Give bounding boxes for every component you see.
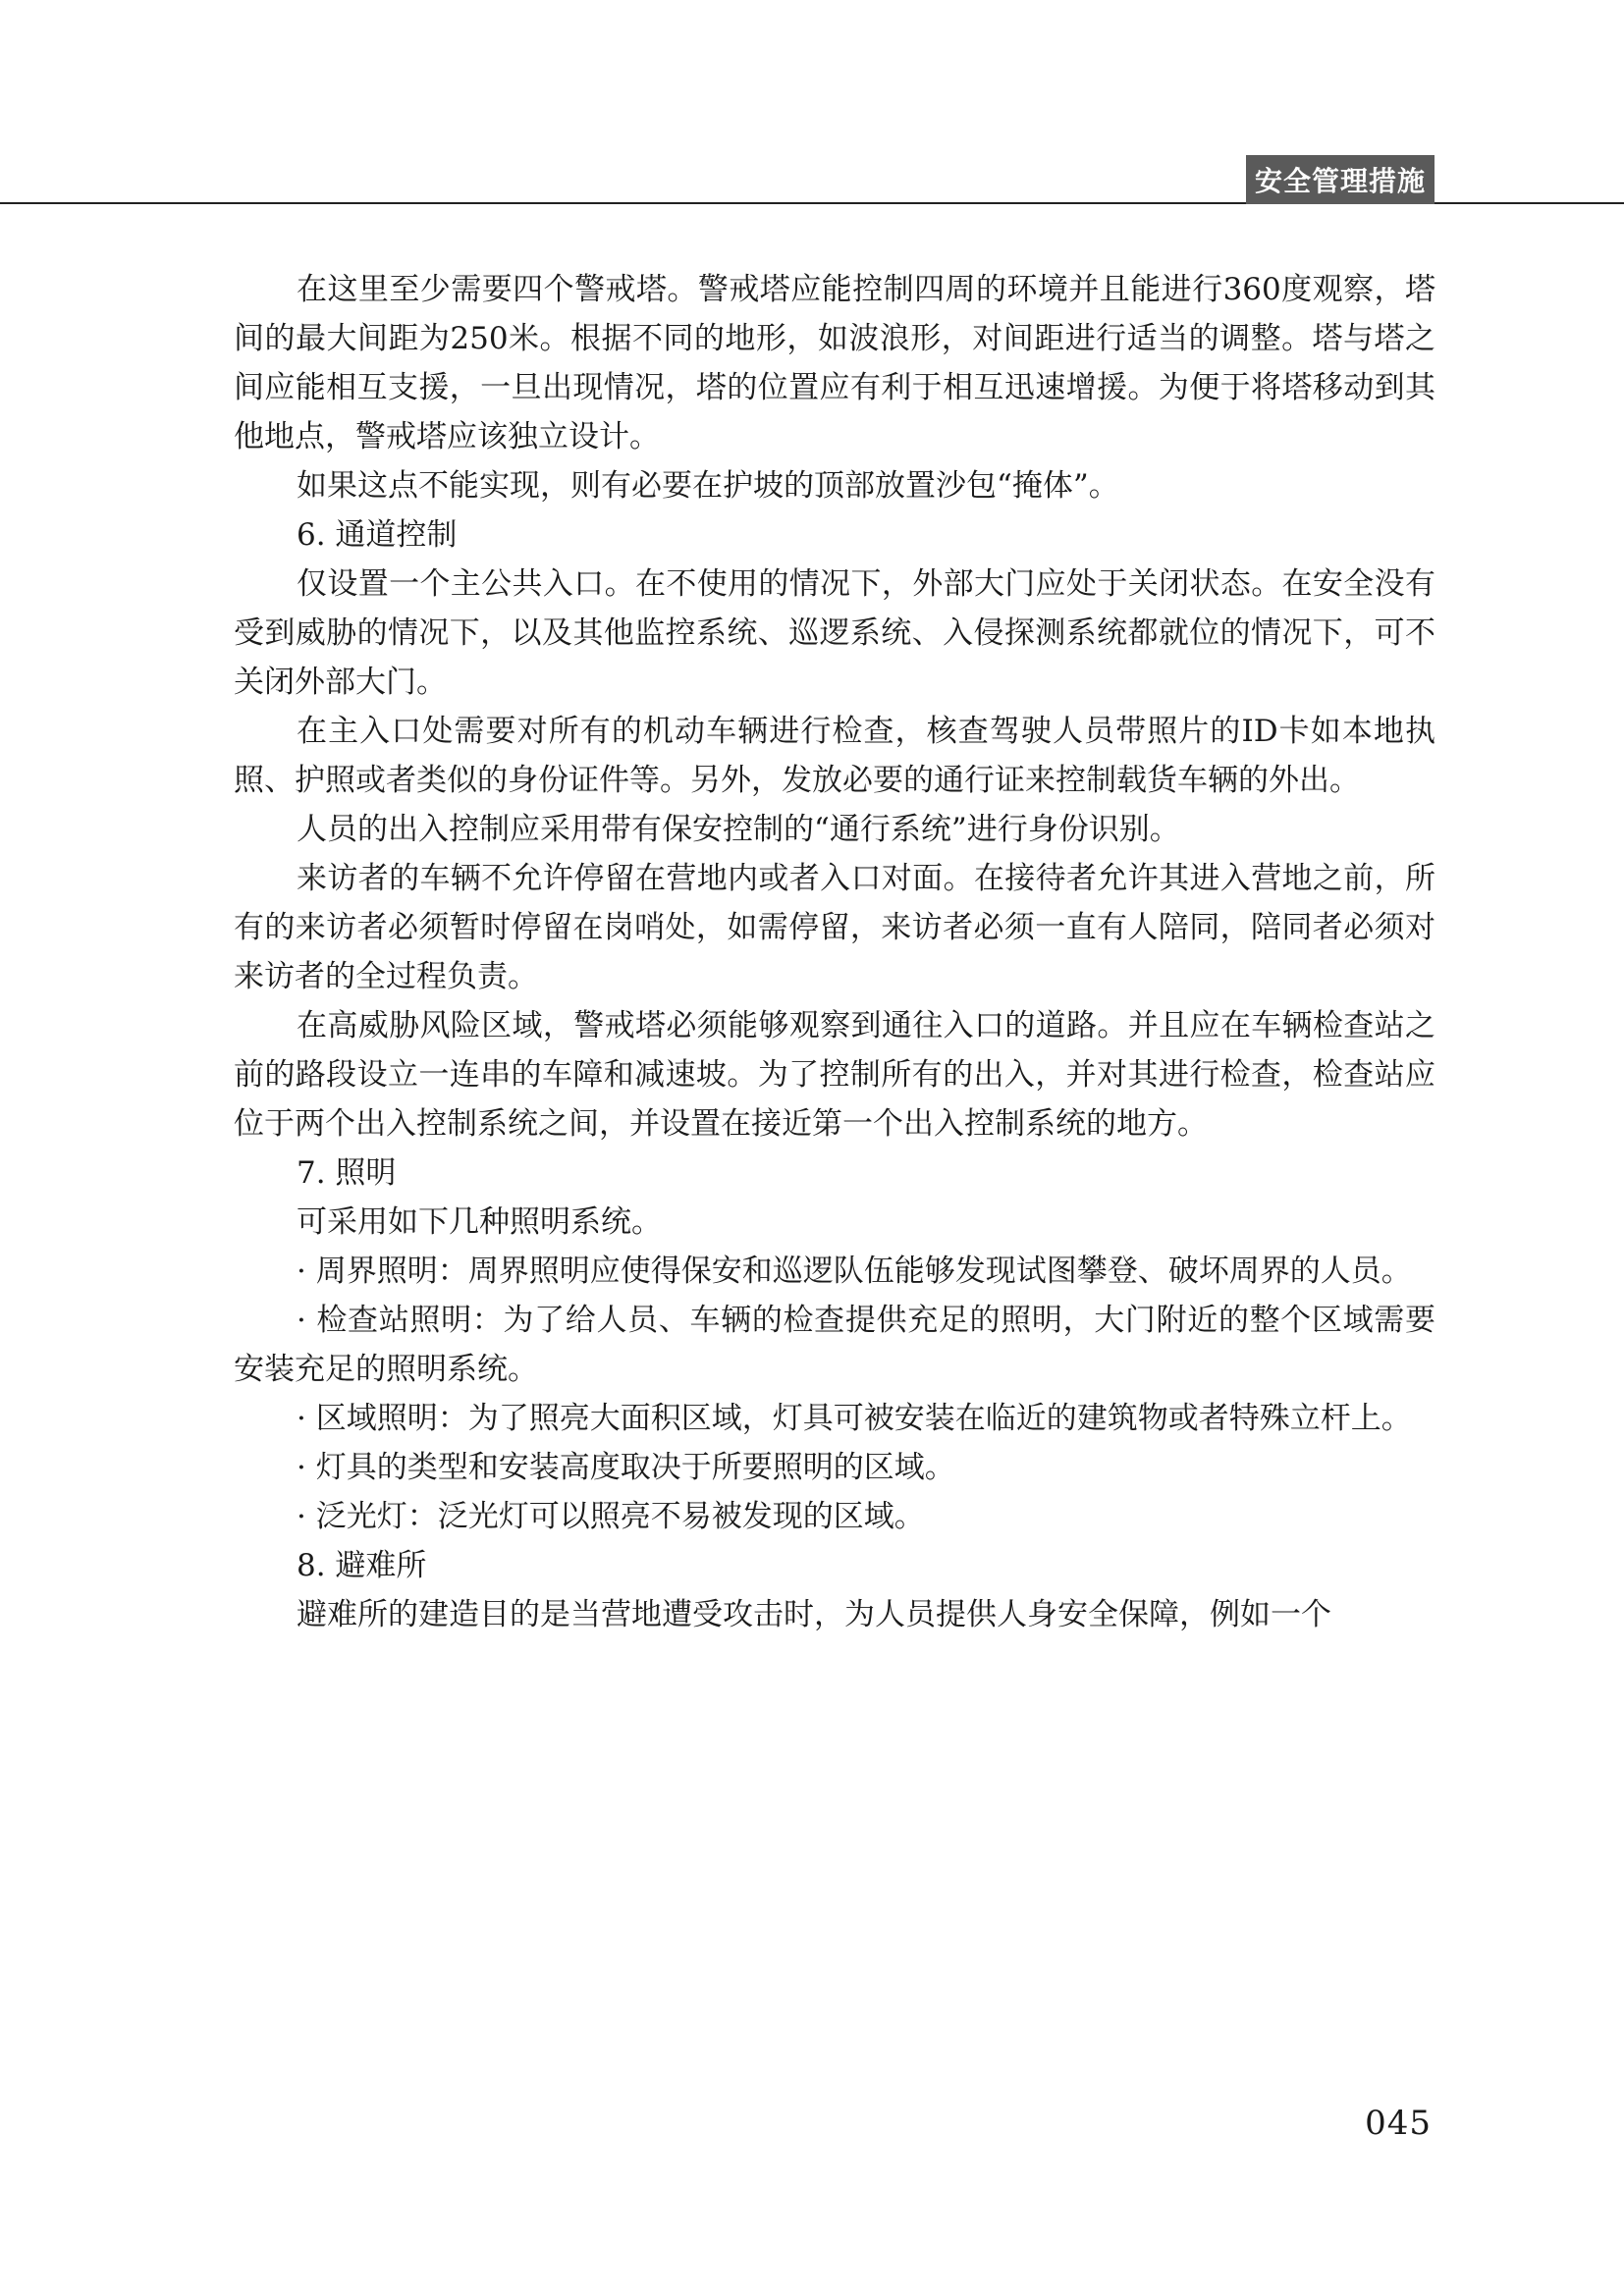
paragraph-personnel-access: 人员的出入控制应采用带有保安控制的“通行系统”进行身份识别。 [297, 812, 1180, 847]
bullet-area-lighting: · 区域照明：为了照亮大面积区域，灯具可被安装在临近的建筑物或者特殊立杆上。 [297, 1401, 1412, 1436]
bullet-checkpoint-lighting: · 检查站照明：为了给人员、车辆的检查提供充足的照明，大门附近的整个区域需要安装充足的照明系统。 [234, 1303, 1435, 1387]
heading-access-control: 6. 通道控制 [297, 517, 458, 553]
section-title-tab: 安全管理措施 [1246, 155, 1435, 204]
paragraph-main-entrance: 仅设置一个主公共入口。在不使用的情况下，外部大门应处于关闭状态。在安全没有受到威胁的情况下，以及其他监控系统、巡逻系统、入侵探测系统都就位的情况下，可不关闭外部大门。 [234, 566, 1435, 700]
paragraph-high-threat-area: 在高威胁风险区域，警戒塔必须能够观察到通往入口的道路。并且应在车辆检查站之前的路段设立一连串的车障和减速坡。为了控制所有的出入，并对其进行检查，检查站应位于两个出入控制系统之间，并设置在接近第一个出入控制系统的地方。 [234, 1008, 1435, 1142]
paragraph-watchtowers: 在这里至少需要四个警戒塔。警戒塔应能控制四周的环境并且能进行360度观察，塔间的最大间距为250米。根据不同的地形，如波浪形，对间距进行适当的调整。塔与塔之间应能相互支援，一旦出现情况，塔的位置应有利于相互迅速增援。为便于将塔移动到其他地点，警戒塔应该独立设计。 [234, 272, 1435, 454]
heading-lighting: 7. 照明 [297, 1155, 397, 1191]
page-number: 045 [1365, 2104, 1432, 2143]
paragraph-sandbag-shelter: 如果这点不能实现，则有必要在护坡的顶部放置沙包“掩体”。 [297, 468, 1119, 504]
paragraph-vehicle-inspection: 在主入口处需要对所有的机动车辆进行检查，核查驾驶人员带照片的ID卡如本地执照、护照或者类似的身份证件等。另外，发放必要的通行证来控制载货车辆的外出。 [234, 714, 1435, 798]
paragraph-shelter: 避难所的建造目的是当营地遭受攻击时，为人员提供人身安全保障，例如一个 [297, 1597, 1331, 1632]
page-body [234, 265, 1435, 1639]
paragraph-lighting-intro: 可采用如下几种照明系统。 [297, 1204, 662, 1240]
heading-shelter: 8. 避难所 [297, 1548, 427, 1583]
paragraph-visitors: 来访者的车辆不允许停留在营地内或者入口对面。在接待者允许其进入营地之前，所有的来访者必须暂时停留在岗哨处，如需停留，来访者必须一直有人陪同，陪同者必须对来访者的全过程负责。 [234, 861, 1435, 994]
bullet-floodlights: · 泛光灯：泛光灯可以照亮不易被发现的区域。 [297, 1499, 925, 1534]
bullet-fixture-type: · 灯具的类型和安装高度取决于所要照明的区域。 [297, 1450, 955, 1485]
bullet-perimeter-lighting: · 周界照明：周界照明应使得保安和巡逻队伍能够发现试图攀登、破坏周界的人员。 [297, 1254, 1412, 1289]
